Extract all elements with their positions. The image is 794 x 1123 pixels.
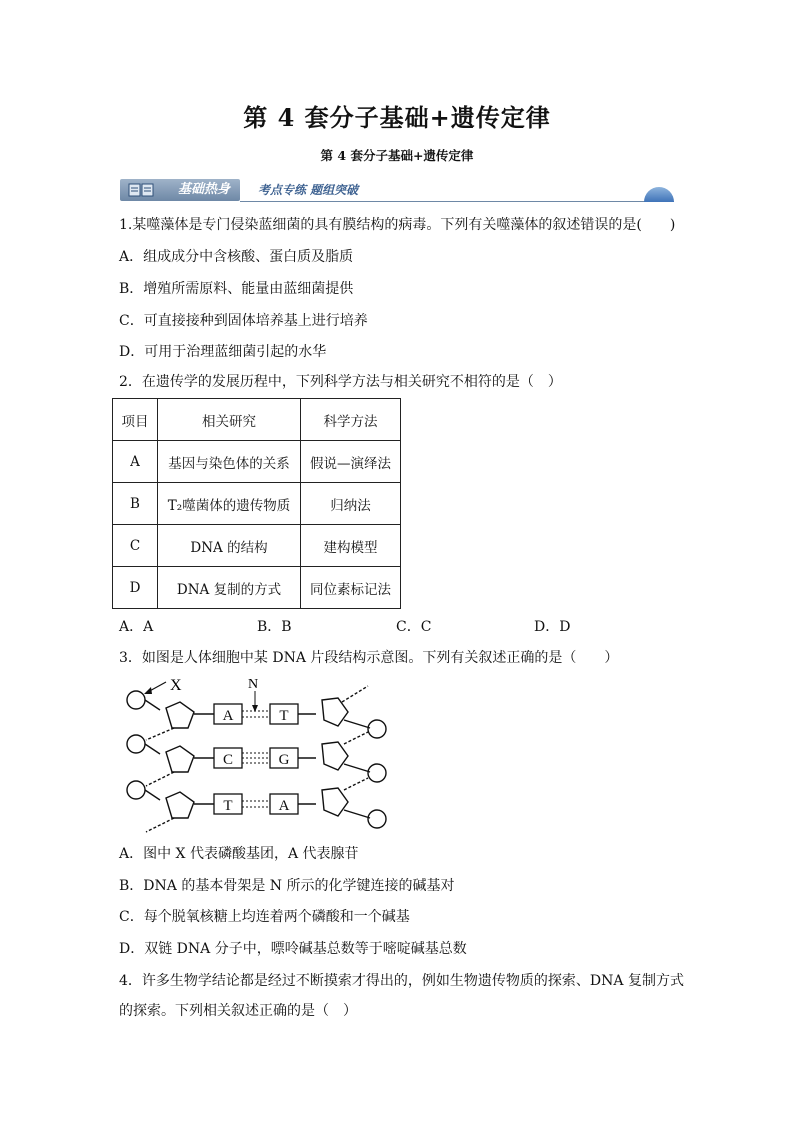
q2-option-d: D．D <box>534 619 571 635</box>
q4-stem-line-2: 的探索。下列相关叙述正确的是（ ） <box>119 1003 357 1019</box>
table-header-cell: 相关研究 <box>158 399 301 441</box>
table-cell: 同位素标记法 <box>301 567 401 609</box>
q3-option-b: B．DNA 的基本骨架是 N 所示的化学键连接的碱基对 <box>119 878 455 894</box>
label-n: N <box>248 677 259 692</box>
table-row <box>113 525 401 567</box>
base-right-3: A <box>278 798 290 814</box>
book-icon <box>128 183 154 197</box>
q1-option-a: A．组成成分中含核酸、蛋白质及脂质 <box>119 249 354 265</box>
table-header-cell: 科学方法 <box>301 399 401 441</box>
banner-divider <box>240 201 674 202</box>
right-strand <box>296 686 386 828</box>
q1-option-c: C．可直接接种到固体培养基上进行培养 <box>119 313 368 329</box>
table-header-row <box>113 399 401 441</box>
arrow-x-head <box>144 687 152 694</box>
table-row <box>113 567 401 609</box>
q3-stem: 3．如图是人体细胞中某 DNA 片段结构示意图。下列有关叙述正确的是（ ） <box>119 650 619 666</box>
table-cell: 归纳法 <box>301 483 401 525</box>
hydrogen-bonds <box>242 711 270 807</box>
base-left-1: A <box>222 708 234 724</box>
q1-stem: 1.某噬藻体是专门侵染蓝细菌的具有膜结构的病毒。下列有关噬藻体的叙述错误的是( ) <box>119 217 676 233</box>
base-right-1: T <box>279 708 289 724</box>
banner-tag: 基础热身 <box>178 182 231 197</box>
q2-stem: 2．在遗传学的发展历程中，下列科学方法与相关研究不相符的是（ ） <box>119 374 562 390</box>
label-x: X <box>170 677 182 694</box>
page-title: 第 4 套分子基础+遗传定律 <box>243 103 551 132</box>
table-cell: 基因与染色体的关系 <box>158 441 301 483</box>
table-cell: D <box>113 567 158 609</box>
dome-icon <box>644 187 674 202</box>
table-cell: 建构模型 <box>301 525 401 567</box>
table-cell: 假说—演绎法 <box>301 441 401 483</box>
table-cell: DNA 的结构 <box>158 525 301 567</box>
q4-stem-line-1: 4．许多生物学结论都是经过不断摸索才得出的，例如生物遗传物质的探索、DNA 复制方式 <box>119 973 684 989</box>
q1-option-d: D．可用于治理蓝细菌引起的水华 <box>119 344 327 360</box>
table-cell: C <box>113 525 158 567</box>
table-header-cell: 项目 <box>113 399 158 441</box>
q3-option-d: D．双链 DNA 分子中，嘌呤碱基总数等于嘧啶碱基总数 <box>119 941 467 957</box>
table-cell: T₂噬菌体的遗传物质 <box>158 483 301 525</box>
page-subtitle: 第 4 套分子基础+遗传定律 <box>320 148 474 163</box>
banner-subtitle: 考点专练 题组突破 <box>258 183 359 197</box>
q3-option-a: A．图中 X 代表磷酸基团，A 代表腺苷 <box>119 846 359 862</box>
base-left-2: C <box>222 752 234 768</box>
table-row <box>113 441 401 483</box>
q2-option-c: C．C <box>396 619 432 635</box>
q1-option-b: B．增殖所需原料、能量由蓝细菌提供 <box>119 281 354 297</box>
q3-option-c: C．每个脱氧核糖上均连着两个磷酸和一个碱基 <box>119 909 410 925</box>
left-strand <box>127 691 214 832</box>
dna-structure-diagram <box>118 672 398 840</box>
table-cell: A <box>113 441 158 483</box>
table-cell: DNA 复制的方式 <box>158 567 301 609</box>
base-left-3: T <box>223 798 233 814</box>
q2-option-b: B．B <box>257 619 292 635</box>
table-row <box>113 483 401 525</box>
q2-table <box>112 398 401 609</box>
table-cell: B <box>113 483 158 525</box>
section-banner <box>120 173 674 207</box>
q2-option-a: A．A <box>119 619 154 635</box>
base-right-2: G <box>278 752 290 768</box>
